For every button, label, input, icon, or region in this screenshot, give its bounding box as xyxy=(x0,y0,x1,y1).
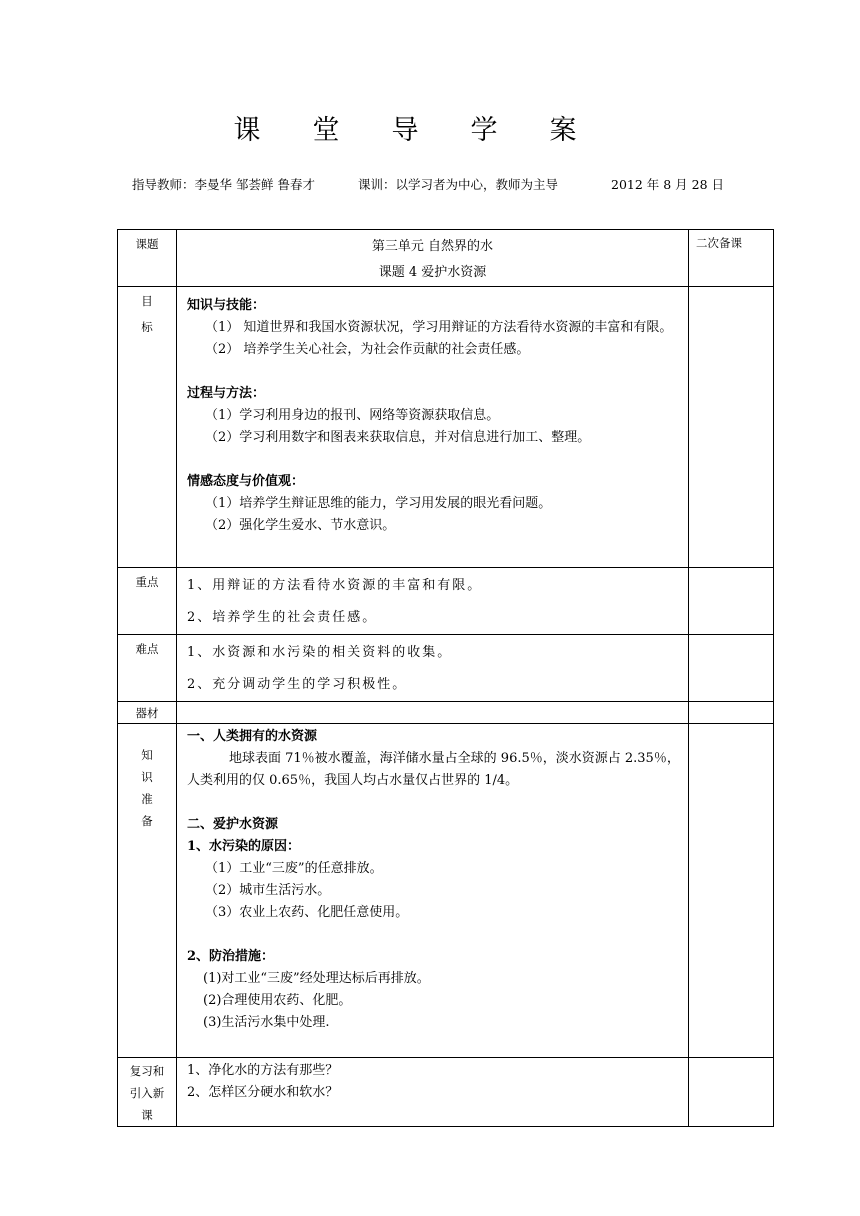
measure-item: (1)对工业“三废”经处理达标后再排放。 xyxy=(203,971,430,986)
key-point: 2、培养学生的社会责任感。 xyxy=(187,610,378,625)
key-points-content xyxy=(177,568,689,635)
review-row xyxy=(118,1058,774,1127)
equipment-row xyxy=(118,702,774,724)
prep-row xyxy=(118,724,774,1058)
side-notes-cell xyxy=(689,635,774,702)
review-question: 2、怎样区分硬水和软水？ xyxy=(187,1085,339,1100)
knowledge-item: （1） 知道世界和我国水资源状况，学习用辩证的方法看待水资源的丰富和有限。 xyxy=(205,320,673,335)
cause-item: （3）农业上农药、化肥任意使用。 xyxy=(205,905,409,920)
prep-label-char: 备 xyxy=(141,814,153,828)
review-question: 1、净化水的方法有那些？ xyxy=(187,1063,339,1078)
review-label-line: 课 xyxy=(141,1108,153,1122)
topic-cell xyxy=(177,230,689,287)
date-line: 2012 年 8 月 28 日 xyxy=(611,177,725,192)
difficulties-row xyxy=(118,635,774,702)
unit-title: 第三单元 自然界的水 xyxy=(371,239,494,254)
process-title: 过程与方法： xyxy=(187,386,266,401)
goals-label-char: 目 xyxy=(141,294,153,308)
difficulty-item: 1、水资源和水污染的相关资料的收集。 xyxy=(187,645,453,660)
cause-item: （2）城市生活污水。 xyxy=(205,883,331,898)
measures-title: 2、防治措施： xyxy=(187,949,275,964)
teachers-line: 指导教师：李曼华 邹荟鲜 鲁春才 xyxy=(132,177,315,192)
key-points-row xyxy=(118,568,774,635)
knowledge-title: 知识与技能： xyxy=(187,298,266,313)
prep-label xyxy=(118,724,177,1058)
key-point: 1、用辩证的方法看待水资源的丰富和有限。 xyxy=(187,578,483,593)
process-item: （1）学习利用身边的报刊、网络等资源获取信息。 xyxy=(205,408,500,423)
side-notes-cell xyxy=(689,702,774,724)
review-label xyxy=(118,1058,177,1127)
title-char: 导 xyxy=(391,115,419,146)
lesson-plan-table xyxy=(117,229,774,1127)
difficulty-item: 2、充分调动学生的学习积极性。 xyxy=(187,677,408,692)
goals-label-char: 标 xyxy=(141,320,153,334)
measure-item: (3)生活污水集中处理. xyxy=(203,1015,330,1030)
goals-row xyxy=(118,287,774,568)
header-meta xyxy=(132,175,725,193)
review-content xyxy=(177,1058,689,1127)
prep-content xyxy=(177,724,689,1058)
section-1-text: 地球表面 71％被水覆盖，海洋储水量占全球的 96.5％，淡水资源占 2.35％，人类利用的仅 0.65％，我国人均占水量仅占世界的 1/4。 xyxy=(187,751,680,788)
causes-title: 1、水污染的原因： xyxy=(187,839,301,854)
side-notes-label: 二次备课 xyxy=(689,230,774,287)
review-label-line: 引入新 xyxy=(129,1086,165,1100)
side-notes-cell xyxy=(689,568,774,635)
title-char: 学 xyxy=(470,115,498,146)
equipment-label: 器材 xyxy=(118,702,177,724)
prep-label-char: 准 xyxy=(141,792,153,806)
process-item: （2）学习利用数字和图表来获取信息，并对信息进行加工、整理。 xyxy=(205,430,591,445)
goals-content xyxy=(177,287,689,568)
difficulties-label: 难点 xyxy=(118,635,177,702)
review-label-line: 复习和 xyxy=(129,1064,165,1078)
section-2-title: 二、爱护水资源 xyxy=(187,817,279,832)
prep-label-char: 知 xyxy=(141,748,153,762)
section-1-title: 一、人类拥有的水资源 xyxy=(187,729,318,744)
equipment-content xyxy=(177,702,689,724)
key-points-label: 重点 xyxy=(118,568,177,635)
side-notes-cell xyxy=(689,1058,774,1127)
topic-label: 课题 xyxy=(118,230,177,287)
page-title xyxy=(0,108,810,147)
goals-label xyxy=(118,287,177,568)
side-notes-cell xyxy=(689,724,774,1058)
knowledge-item: （2） 培养学生关心社会，为社会作贡献的社会责任感。 xyxy=(205,342,530,357)
side-notes-cell xyxy=(689,287,774,568)
attitude-title: 情感态度与价值观： xyxy=(187,474,305,489)
topic-row xyxy=(118,230,774,287)
prep-label-char: 识 xyxy=(141,770,153,784)
motto-line: 课训：以学习者为中心，教师为主导 xyxy=(358,177,559,192)
attitude-item: （1）培养学生辩证思维的能力，学习用发展的眼光看问题。 xyxy=(205,496,552,511)
title-char: 堂 xyxy=(312,115,340,146)
title-char: 案 xyxy=(549,115,577,146)
measure-item: (2)合理使用农药、化肥。 xyxy=(203,993,352,1008)
title-char: 课 xyxy=(233,115,261,146)
attitude-item: （2）强化学生爱水、节水意识。 xyxy=(205,518,396,533)
cause-item: （1）工业“三废”的任意排放。 xyxy=(205,861,383,876)
lesson-title: 课题 4 爱护水资源 xyxy=(378,265,487,280)
difficulties-content xyxy=(177,635,689,702)
